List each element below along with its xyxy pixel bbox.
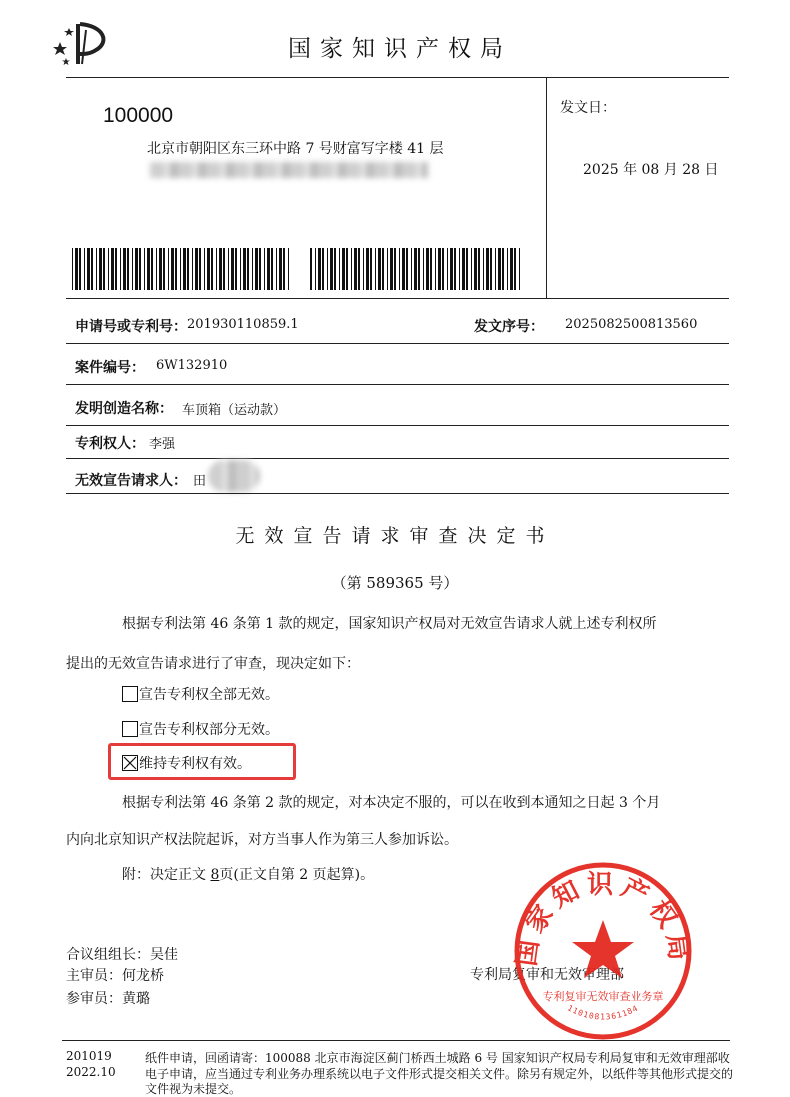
barcode-left <box>72 248 290 290</box>
date-divider <box>546 78 547 298</box>
option-checkbox-1 <box>122 686 138 702</box>
seal-code-text: 1101081361184 <box>565 1003 641 1022</box>
table-line-5 <box>66 458 729 459</box>
cnipa-logo <box>52 20 114 68</box>
patentee-label: 专利权人： <box>75 436 145 452</box>
design-name-value: 车顶箱（运动款） <box>182 403 287 418</box>
footer-line-2: 电子申请，应当通过专利业务办理系统以电子文件形式提交相关文件。除另有规定外，以纸件等其他形式提交的 <box>145 1067 734 1081</box>
top-border <box>66 77 729 78</box>
serial-number-label: 发文序号： <box>474 319 544 335</box>
seal-outer-text: 国家知识产权局 <box>511 870 695 968</box>
attachment-suffix: 页(正文自第 2 页起算)。 <box>219 867 375 883</box>
table-line-4 <box>66 425 729 426</box>
option-label-2: 宣告专利权部分无效。 <box>139 722 279 738</box>
application-number-label: 申请号或专利号： <box>75 319 187 335</box>
barcode-right <box>310 248 522 290</box>
decision-title: 无效宣告请求审查决定书 <box>235 525 555 547</box>
footer-code-2: 2022.10 <box>66 1065 116 1079</box>
application-number-value: 201930110859.1 <box>187 317 299 332</box>
design-name-label: 发明创造名称： <box>75 401 173 417</box>
intro-line-1: 根据专利法第 46 条第 1 款的规定，国家知识产权局对无效宣告请求人就上述专利权所 <box>122 616 657 632</box>
patentee-value: 李强 <box>149 437 176 452</box>
table-line-1 <box>66 298 729 299</box>
serial-number-value: 2025082500813560 <box>565 317 698 332</box>
petitioner-label: 无效宣告请求人： <box>75 473 187 489</box>
option-label-1: 宣告专利权全部无效。 <box>139 687 279 703</box>
appeal-line-2: 内向北京知识产权法院起诉，对方当事人作为第三人参加诉讼。 <box>66 832 458 848</box>
table-line-2 <box>66 343 729 344</box>
decision-number: （第 589365 号） <box>331 574 459 592</box>
issue-date-label: 发文日： <box>560 100 616 116</box>
footer-code-1: 201019 <box>66 1049 112 1063</box>
option-checkbox-2 <box>122 721 138 737</box>
attachment-pages: 8 <box>210 867 220 883</box>
footer-divider <box>62 1040 730 1041</box>
case-number-label: 案件编号： <box>75 360 145 376</box>
svg-text:1101081361184 <box>566 1003 640 1021</box>
table-line-3 <box>66 384 729 385</box>
issue-date-value: 2025 年 08 月 28 日 <box>583 162 719 178</box>
attachment-note <box>122 864 374 884</box>
official-seal <box>510 858 696 1044</box>
redacted-recipient-name <box>150 162 428 178</box>
recipient-address: 北京市朝阳区东三环中路 7 号财富写字楼 41 层 <box>147 141 444 157</box>
petitioner-value: 田 <box>193 474 207 489</box>
option-label-3: 维持专利权有效。 <box>139 756 251 772</box>
intro-line-2: 提出的无效宣告请求进行了审查，现决定如下： <box>66 656 360 672</box>
panel-leader: 合议组组长：吴佳 <box>66 947 178 963</box>
postcode: 100000 <box>103 104 174 127</box>
appeal-line-1: 根据专利法第 46 条第 2 款的规定，对本决定不服的，可以在收到本通知之日起 3 个月 <box>122 795 661 811</box>
table-line-6 <box>66 493 729 494</box>
chief-examiner: 主审员：何龙桥 <box>66 968 164 984</box>
examiner: 参审员：黄璐 <box>66 991 150 1007</box>
case-number-value: 6W132910 <box>156 358 228 373</box>
selected-option-highlight <box>108 743 296 780</box>
office-name: 国家知识产权局 <box>288 36 512 62</box>
redacted-petitioner-name <box>208 460 260 492</box>
footer-line-3: 文件视为未提交。 <box>145 1082 242 1096</box>
attachment-prefix: 附：决定正文 <box>122 867 211 883</box>
footer-line-1: 纸件申请，回函请寄：100088 北京市海淀区蓟门桥西土城路 6 号 国家知识产权局专利局复审和无效审理部收 <box>145 1051 730 1065</box>
department-name: 专利局复审和无效审理部 <box>470 967 624 983</box>
seal-inner-text: 专利复审无效审查业务章 <box>542 990 664 1003</box>
